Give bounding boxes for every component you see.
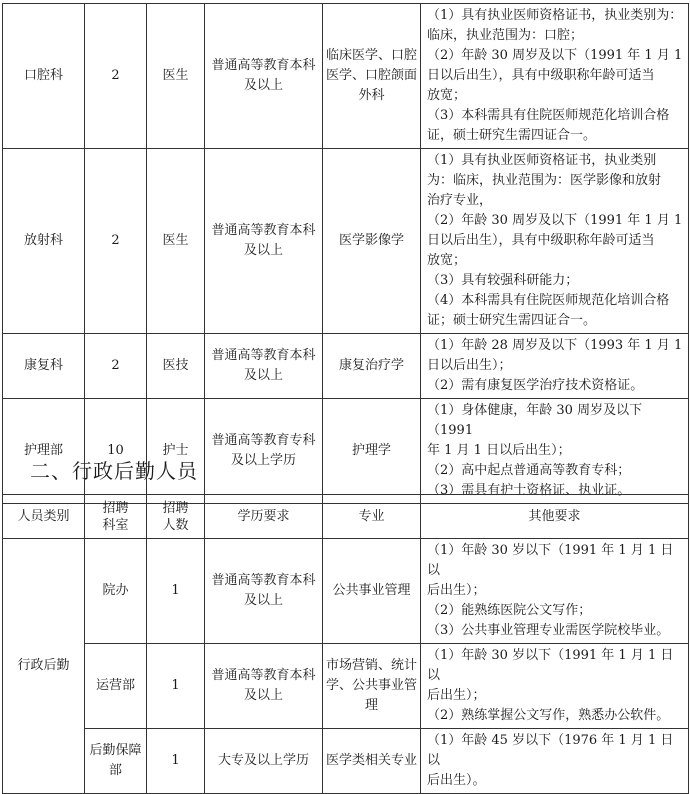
requirements-cell xyxy=(421,149,689,334)
major-cell: 护理学 xyxy=(323,399,421,504)
edu-cell: 普通高等教育本科及以上 xyxy=(205,4,323,149)
header-category: 人员类别 xyxy=(3,495,85,539)
requirement-line: 后出生）； xyxy=(427,688,486,703)
requirements-cell xyxy=(421,334,689,399)
requirement-line: （1）具有执业医师资格证书，执业类别为： xyxy=(427,8,683,23)
medical-positions-table xyxy=(2,3,689,504)
header-major: 专业 xyxy=(323,495,421,539)
edu-cell: 普通高等教育本科及以上 xyxy=(205,149,323,334)
requirement-line: （3）具有较强科研能力； xyxy=(427,273,579,288)
header-other: 其他要求 xyxy=(421,495,689,539)
edu-cell: 普通高等教育本科及以上 xyxy=(205,644,323,729)
table-row xyxy=(3,399,689,504)
dept-cell: 院办 xyxy=(85,539,147,644)
requirement-line: 日以后出生）； xyxy=(427,358,512,373)
requirement-line: （1）年龄 30 岁以下（1991 年 1 月 1 日以 xyxy=(427,648,674,683)
requirement-line: （3）需具有护士资格证、执业证。 xyxy=(427,483,631,498)
requirement-line: 放宽； xyxy=(427,253,467,268)
count-cell: 1 xyxy=(147,729,205,794)
header-count-line: 人数 xyxy=(162,517,189,533)
requirement-line: 日以后出生），具有中级职称年龄可适当 xyxy=(427,68,655,83)
table-header-row xyxy=(3,495,689,539)
dept-cell: 康复科 xyxy=(3,334,85,399)
requirement-line: （1）年龄 45 岁以下（1976 年 1 月 1 日以 xyxy=(427,733,674,768)
major-cell: 临床医学、口腔医学、口腔颌面外科 xyxy=(323,4,421,149)
edu-cell: 大专及以上学历 xyxy=(205,729,323,794)
dept-cell: 护理部 xyxy=(3,399,85,504)
table-row xyxy=(3,644,689,729)
table-row xyxy=(3,729,689,794)
requirement-line: 放宽； xyxy=(427,88,467,103)
count-cell: 2 xyxy=(85,4,147,149)
edu-cell: 普通高等教育专科及以上学历 xyxy=(205,399,323,504)
requirement-line: （2）能熟练医院公文写作； xyxy=(427,603,592,618)
requirement-line: （1）具有执业医师资格证书，执业类别 xyxy=(427,153,657,168)
header-dept xyxy=(85,495,147,539)
table-row xyxy=(3,4,689,149)
requirement-line: （2）需有康复医学治疗技术资格证。 xyxy=(427,378,644,393)
edu-cell: 普通高等教育本科及以上 xyxy=(205,334,323,399)
section-title: 二、行政后勤人员 xyxy=(30,459,198,483)
count-cell: 1 xyxy=(147,644,205,729)
post-cell: 医生 xyxy=(147,149,205,334)
header-dept-line: 科室 xyxy=(102,517,129,533)
post-cell: 护士 xyxy=(147,399,205,504)
count-cell: 10 xyxy=(85,399,147,504)
requirement-line: （1）年龄 30 岁以下（1991 年 1 月 1 日以 xyxy=(427,543,674,578)
requirement-line: （2）高中起点普通高等教育专科； xyxy=(427,463,631,478)
post-cell: 医技 xyxy=(147,334,205,399)
requirement-line: 为：临床，执业范围为：医学影像和放射 xyxy=(427,173,662,188)
table-row xyxy=(3,334,689,399)
requirement-line: 治疗专业， xyxy=(427,193,493,208)
count-cell: 2 xyxy=(85,149,147,334)
requirement-line: （1）年龄 28 周岁及以下（1993 年 1 月 1 xyxy=(427,338,683,353)
requirement-line: （2）年龄 30 周岁及以下（1991 年 1 月 1 xyxy=(427,213,683,228)
major-cell: 医学类相关专业 xyxy=(323,729,421,794)
requirement-line: 后出生）。 xyxy=(427,773,486,788)
dept-cell: 口腔科 xyxy=(3,4,85,149)
requirement-line: （4）本科需具有住院医师规范化培训合格 xyxy=(427,293,670,308)
dept-cell: 放射科 xyxy=(3,149,85,334)
requirement-line: （2）年龄 30 周岁及以下（1991 年 1 月 1 xyxy=(427,48,683,63)
major-cell: 康复治疗学 xyxy=(323,334,421,399)
major-cell: 市场营销、统计学、公共事业管理 xyxy=(323,644,421,729)
requirements-cell xyxy=(421,399,689,504)
requirement-line: （2）熟练掌握公文写作，熟悉办公软件。 xyxy=(427,708,670,723)
table-row xyxy=(3,539,689,644)
post-cell: 医生 xyxy=(147,4,205,149)
major-cell: 医学影像学 xyxy=(323,149,421,334)
requirement-line: 后出生）； xyxy=(427,583,486,598)
header-edu: 学历要求 xyxy=(205,495,323,539)
requirement-line: （3）公共事业管理专业需医学院校毕业。 xyxy=(427,623,670,638)
header-count-line: 招聘 xyxy=(162,500,189,516)
category-cell: 行政后勤 xyxy=(3,539,85,794)
requirements-cell xyxy=(421,4,689,149)
dept-cell: 后勤保障部 xyxy=(85,729,147,794)
count-cell: 2 xyxy=(85,334,147,399)
edu-cell: 普通高等教育本科及以上 xyxy=(205,539,323,644)
admin-positions-table xyxy=(2,494,689,794)
header-dept-line: 招聘 xyxy=(102,500,129,516)
requirement-line: 日以后出生），具有中级职称年龄可适当 xyxy=(427,233,655,248)
requirement-line: 证，硕士研究生需四证合一。 xyxy=(427,128,597,143)
requirement-line: （3）本科需具有住院医师规范化培训合格 xyxy=(427,108,670,123)
requirement-line: 证；硕士研究生需四证合一。 xyxy=(427,313,597,328)
table-row xyxy=(3,149,689,334)
dept-cell: 运营部 xyxy=(85,644,147,729)
header-count xyxy=(147,495,205,539)
requirement-line: 临床，执业范围为：口腔； xyxy=(427,28,584,43)
major-cell: 公共事业管理 xyxy=(323,539,421,644)
requirements-cell xyxy=(421,539,689,644)
requirement-line: （1）身体健康，年龄 30 周岁及以下（1991 xyxy=(427,403,643,438)
requirement-line: 年 1 月 1 日以后出生）； xyxy=(427,443,571,458)
requirements-cell xyxy=(421,644,689,729)
requirements-cell xyxy=(421,729,689,794)
count-cell: 1 xyxy=(147,539,205,644)
